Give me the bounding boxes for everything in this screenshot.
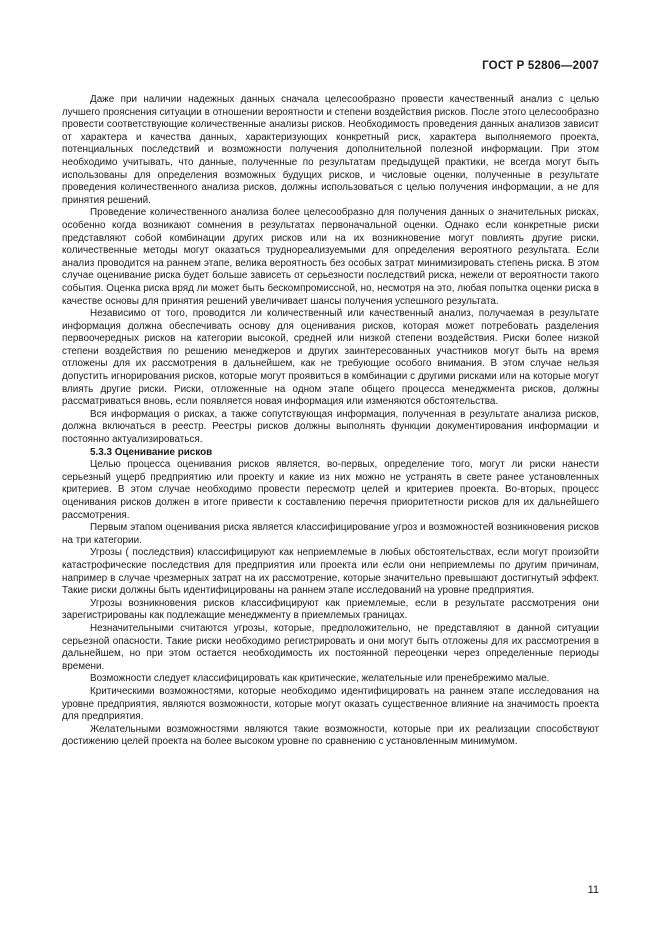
paragraph: Угрозы ( последствия) классифицируют как неприемлемые в любых обстоятельствах, если могут произойти катастрофические последствия для предприятия или проекта или если они неприемлемы по другим причинам, например в случае чрезмерных затрат на их рассмотрение, которые значительно превышают достигнутый эффект. Такие риски должны быть идентифицированы на раннем этапе исследований на уровне предприятия. <box>62 547 599 597</box>
paragraph: Независимо от того, проводится ли количественный или качественный анализ, получаемая в результате информация должна обеспечивать основу для оценивания рисков, которая может потребовать разделения первоочередных рисков на категории высокой, средней или низкой степени воздействия. Риски более низкой степени воздействия по решению менеджеров и других заинтересованных участников могут быть на время отложены для их рассмотрения в дальнейшем, как не требующие особого внимания. В этом случае нельзя допустить игнорирования рисков, которые могут проявиться в комбинации с другими рисками или на которые могут влиять другие риски. Риски, отложенные на одном этапе общего процесса менеджмента рисков, должны рассматриваться вновь, если появляется новая информация или изменяются обстоятельства. <box>62 308 599 408</box>
section-heading: 5.3.3 Оценивание рисков <box>90 446 213 458</box>
paragraph: Первым этапом оценивания риска является классифицирование угроз и возможностей возникновения рисков на три категории. <box>62 522 599 546</box>
paragraph: Вся информация о рисках, а также сопутствующая информация, полученная в результате анализа рисков, должна включаться в реестр. Реестры рисков должны выполнять функции документирования информации и постоянно актуализироваться. <box>62 408 599 446</box>
standard-header: ГОСТ Р 52806—2007 <box>482 60 599 72</box>
paragraph: Желательными возможностями являются такие возможности, которые при их реализации способствуют достижению целей проекта на более высоком уровне по сравнению с установленным минимумом. <box>62 723 599 748</box>
document-body <box>62 94 599 749</box>
paragraph: Незначительными считаются угрозы, которые, предположительно, не представляют в данной ситуации серьезной опасности. Такие риски необходимо регистрировать и они могут быть отложены для их рассмотрения в дальнейшем, но при этом остается необходимость их постоянной переоценки через определенные периоды времени. <box>62 622 599 672</box>
paragraph: Критическими возможностями, которые необходимо идентифицировать на раннем этапе исследования на уровне предприятия, являются возможности, которые могут оказать существенное влияние на значимость проекта для предприятия. <box>62 685 599 723</box>
paragraph: Угрозы возникновения рисков классифицируют как приемлемые, если в результате рассмотрения они зарегистрированы как подлежащие менеджменту в приемлемых границах. <box>62 597 599 622</box>
paragraph: Возможности следует классифицировать как критические, желательные или пренебрежимо малые. <box>90 673 550 685</box>
page-number: 11 <box>587 884 599 896</box>
paragraph: Целью процесса оценивания рисков является, во-первых, определение того, могут ли риски нанести серьезный ущерб предприятию или проекту и какие из них можно не устранять в свете ранее установленных критериев. В этом случае необходимо провести пересмотр целей и критериев проекта. Во-вторых, процесс оценивания рисков должен в итоге привести к составлению перечня приоритетности рисков для их дальнейшего рассмотрения. <box>62 459 599 521</box>
paragraph: Даже при наличии надежных данных сначала целесообразно провести качественный анализ с целью лучшего прояснения ситуации в отношении вероятности и степени воздействия рисков. После этого целесообразно провести соответствующие количественные анализы рисков. Необходимость проведения данных анализов зависит от характера и качества данных, характеризующих конкретный риск, характера выполняемого проекта, потенциальных последствий и возможности получения дополнительной полезной информации. При этом необходимо учитывать, что данные, полученные по результатам предыдущей практики, не всегда могут быть использованы для определения возможных будущих рисков, и числовые оценки, полученные в результате проведения количественного анализа рисков, должны использоваться с целью получения информации, а не для принятия решений. <box>62 94 599 206</box>
paragraph: Проведение количественного анализа более целесообразно для получения данных о значительных рисках, особенно когда возникают сомнения в результатах первоначальной оценки. Однако если конкретные риски представляют собой комбинации других рисков или на их возникновение могут повлиять другие риски, количественные методы могут оказаться труднореализуемыми для определения вероятного результата. Если анализ проводится на раннем этапе, велика вероятность без особых затрат минимизировать степень риска. В этом случае оценивание риска будет больше зависеть от серьезности последствий риска, нежели от вероятности такого события. Оценка риска вряд ли может быть бескомпромиссной, но, несмотря на это, любая попытка оценки риска в качестве основы для принятия решений увеличивает шансы получения успешного результата. <box>62 207 599 307</box>
